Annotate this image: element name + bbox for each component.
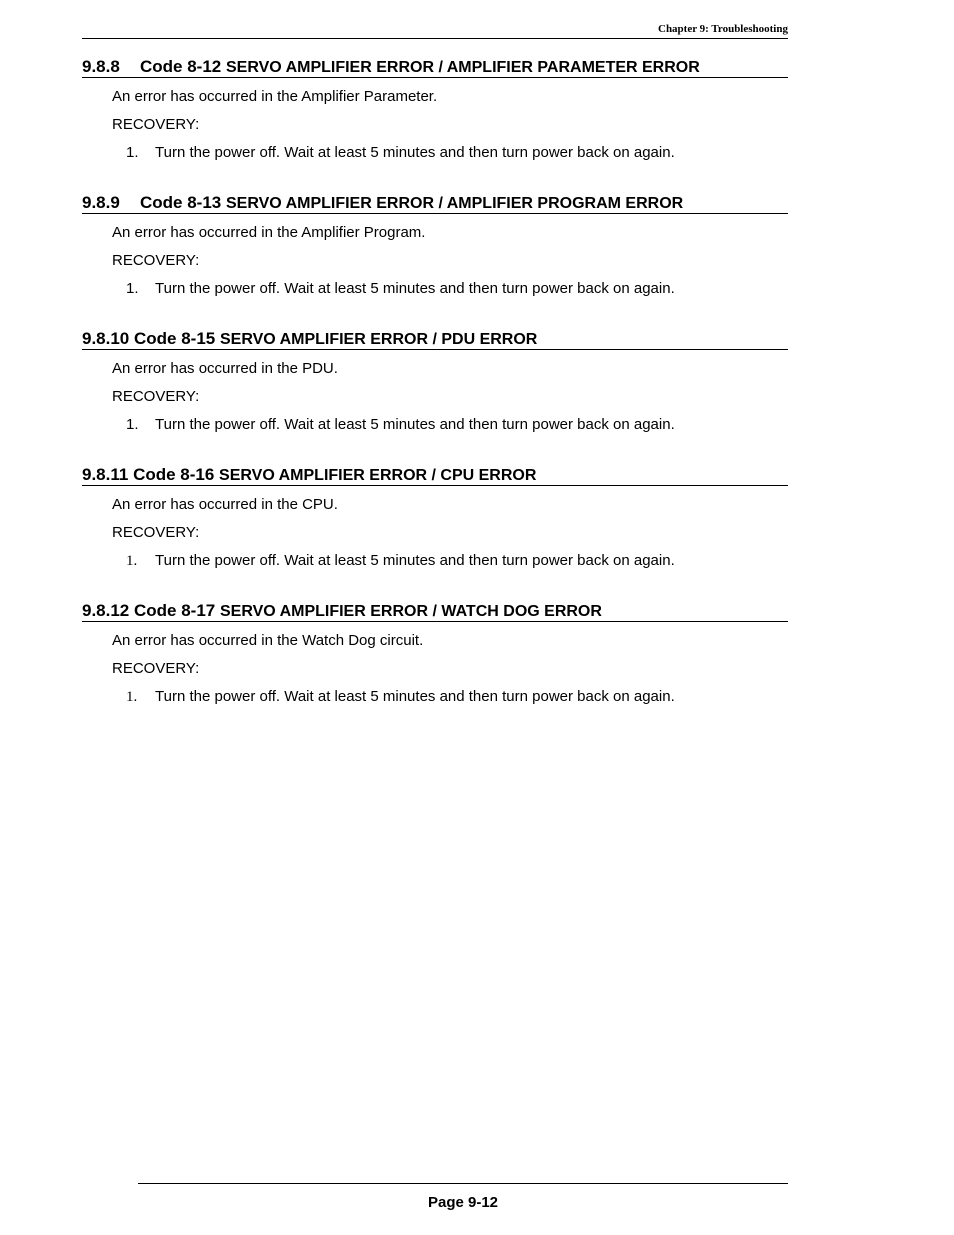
section-heading [82, 600, 788, 622]
recovery-step [82, 144, 788, 162]
section-code: Code 8-16 [133, 465, 215, 484]
recovery-label: RECOVERY: [112, 660, 200, 677]
step-number: 1. [126, 280, 139, 297]
section-title: SERVO AMPLIFIER ERROR / CPU ERROR [219, 467, 537, 484]
section-number: 9.8.8 [82, 57, 120, 76]
step-number: 1. [126, 144, 139, 161]
error-description: An error has occurred in the Watch Dog circuit. [112, 632, 424, 649]
recovery-step [82, 416, 788, 434]
section-number: 9.8.12 [82, 601, 130, 620]
step-text: Turn the power off. Wait at least 5 minutes and then turn power back on again. [155, 144, 675, 161]
error-description: An error has occurred in the PDU. [112, 360, 338, 377]
page-number: Page 9-12 [427, 1194, 499, 1211]
section-code: Code 8-13 [140, 193, 222, 212]
footer-rule [138, 1183, 788, 1184]
section-number: 9.8.10 [82, 329, 130, 348]
section-code-8-15 [82, 328, 788, 434]
recovery-step [82, 688, 788, 706]
section-code-8-17 [82, 600, 788, 706]
recovery-steps [82, 280, 788, 298]
step-number: 1. [126, 689, 138, 705]
recovery-label: RECOVERY: [112, 388, 200, 405]
section-code: Code 8-17 [134, 601, 216, 620]
section-title: SERVO AMPLIFIER ERROR / AMPLIFIER PARAMETER ERROR [225, 59, 700, 76]
error-description: An error has occurred in the Amplifier Program. [112, 224, 426, 241]
step-text: Turn the power off. Wait at least 5 minutes and then turn power back on again. [155, 688, 675, 705]
recovery-steps [82, 416, 788, 434]
recovery-steps [82, 552, 788, 570]
section-heading [82, 464, 788, 486]
section-title: SERVO AMPLIFIER ERROR / WATCH DOG ERROR [219, 603, 602, 620]
recovery-step [82, 552, 788, 570]
step-text: Turn the power off. Wait at least 5 minutes and then turn power back on again. [155, 280, 675, 297]
section-heading [82, 56, 788, 78]
section-code: Code 8-15 [134, 329, 216, 348]
recovery-label: RECOVERY: [112, 524, 200, 541]
step-text: Turn the power off. Wait at least 5 minutes and then turn power back on again. [155, 552, 675, 569]
step-number: 1. [126, 416, 139, 433]
section-number: 9.8.11 [82, 465, 129, 484]
recovery-steps [82, 688, 788, 706]
section-code-8-12 [82, 56, 788, 162]
step-number: 1. [126, 553, 138, 569]
recovery-step [82, 280, 788, 298]
section-code-8-16 [82, 464, 788, 570]
section-code: Code 8-12 [140, 57, 222, 76]
section-heading [82, 328, 788, 350]
section-code-8-13 [82, 192, 788, 298]
running-header: Chapter 9: Troubleshooting [82, 22, 788, 39]
error-description: An error has occurred in the CPU. [112, 496, 338, 513]
recovery-label: RECOVERY: [112, 116, 200, 133]
section-title: SERVO AMPLIFIER ERROR / PDU ERROR [219, 331, 538, 348]
section-title: SERVO AMPLIFIER ERROR / AMPLIFIER PROGRAM ERROR [225, 195, 684, 212]
recovery-label: RECOVERY: [112, 252, 200, 269]
recovery-steps [82, 144, 788, 162]
error-description: An error has occurred in the Amplifier Parameter. [112, 88, 438, 105]
section-heading [82, 192, 788, 214]
step-text: Turn the power off. Wait at least 5 minutes and then turn power back on again. [155, 416, 675, 433]
section-number: 9.8.9 [82, 193, 120, 212]
